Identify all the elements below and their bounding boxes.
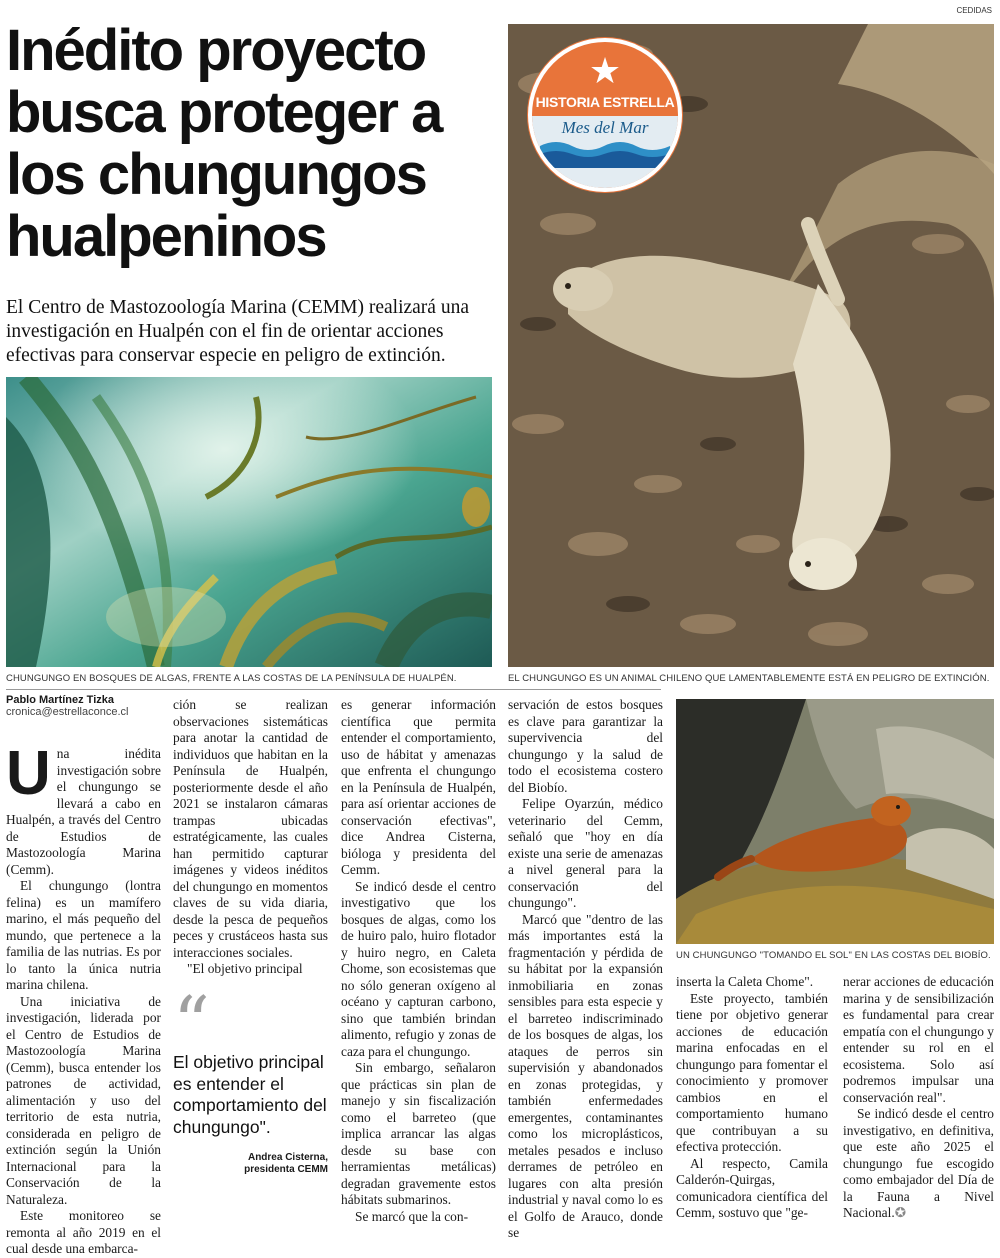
- quote-author: [173, 1152, 328, 1176]
- paragraph: [843, 1106, 994, 1222]
- paragraph: Se indicó desde el centro investigativo que los bosques de algas, como los de huiro palo, huiro flotador y huiro negro, en Caleta Chome, son ecosistemas que no sólo generan oxígeno al océano y capturan carbono, sino que también brindan alimento, refugio y zonas de caza para el chungungo.: [341, 878, 496, 1059]
- badge-title: HISTORIA ESTRELLA: [535, 94, 675, 110]
- pull-quote: [173, 981, 328, 1176]
- article-column-1: [6, 739, 161, 1258]
- article-column-4: [508, 697, 663, 1242]
- article-column-5: [676, 974, 828, 1222]
- paragraph: nerar acciones de educación marina y de sensibilización es fundamental para crear empatía con el chungungo y entender su rol en el ecosistema. Solo así podremos impulsar una conservación real".: [843, 974, 994, 1105]
- paragraph: servación de estos bosques es clave para garantizar la supervivencia del chungungo y la salud de todo el ecosistema costero del Biobío.: [508, 697, 663, 795]
- quote-mark-icon: “: [173, 981, 210, 1065]
- drop-cap: U: [6, 739, 51, 808]
- waves-icon: [540, 138, 670, 168]
- sun-otter-caption: UN CHUNGUNGO "TOMANDO EL SOL" EN LAS COSTAS DEL BIOBÍO.: [676, 950, 991, 961]
- byline: [6, 694, 166, 718]
- article-column-6: [843, 974, 994, 1222]
- quote-text: El objetivo principal es entender el comportamiento del chungungo".: [173, 1052, 327, 1137]
- star-icon: ★: [588, 51, 622, 91]
- paragraph: Una iniciativa de investigación, liderada por el Centro de Estudios de Mastozoología Marina (Cemm), busca entender los patrones de actividad, alimentación y uso del territorio de esta nutria, considerada en peligro de extinción según la Unión Internacional para la Conservación de la Naturaleza.: [6, 993, 161, 1207]
- article-column-3: [341, 697, 496, 1225]
- end-mark-icon: ✪: [894, 1205, 906, 1220]
- headline: Inédito proyecto busca proteger a los chungungos hualpeninos: [6, 18, 442, 269]
- badge-subtitle: Mes del Mar: [561, 118, 649, 137]
- paragraph: inserta la Caleta Chome".: [676, 974, 814, 989]
- subhead: El Centro de Mastozoología Marina (CEMM) realizará una investigación en Hualpén con el fin de orientar acciones efectivas para conservar especie en peligro de extinción.: [6, 297, 469, 366]
- paragraph: [6, 739, 161, 878]
- paragraph: Se marcó que la con-: [355, 1208, 469, 1224]
- algae-caption: CHUNGUNGO EN BOSQUES DE ALGAS, FRENTE A LAS COSTAS DE LA PENÍNSULA DE HUALPÉN.: [6, 673, 457, 684]
- article-column-2: [173, 697, 328, 978]
- paragraph-text: na inédita investigación sobre el chungungo se llevará a cabo en Hualpén, a través del Centro de Estudios de Mastozoología Marina (Cemm).: [6, 746, 161, 877]
- historia-estrella-badge: [528, 38, 682, 192]
- author-name: Pablo Martínez Tizka: [6, 694, 114, 706]
- paragraph: El chungungo (lontra felina) es un mamífero marino, el más pequeño del mundo, que pertenece a la familia de las nutrias. Es por lo tanto la única nutria marina chilena.: [6, 878, 161, 992]
- sun-otter-photo: [676, 699, 994, 944]
- algae-photo: [6, 377, 492, 667]
- paragraph: "El objetivo principal: [187, 961, 303, 976]
- paragraph: Sin embargo, señalaron que prácticas sin plan de manejo y sin fiscalización como el barreteo (que implica arrancar las algas desde su base con herramientas metálicas) degradan gravemente estos hábitats submarinos.: [341, 1060, 496, 1207]
- paragraph: Marcó que "dentro de las más importantes está la fragmentación y pérdida de su hábitat por la expansión inmobiliaria en zonas sensibles para esta especie y el barreteo indiscriminado de los bosques de algas, los ataques de perros sin supervisión y abandonados en zonas protegidas, y también enfermedades emergentes, contaminantes como los microplásticos, metales pesados e incluso derrames de petróleo en lugares con alta presión industrial y naval como lo es el Golfo de Arauco, donde se: [508, 911, 663, 1240]
- quote-author-name: Andrea Cisterna,: [247, 1152, 328, 1163]
- paragraph-text: Se indicó desde el centro investigativo, en definitiva, que este año 2025 el chungungo fue escogido como embajador del Día de la Fauna a Nivel Nacional.: [843, 1106, 994, 1220]
- sun-otter-illustration: [676, 699, 994, 944]
- paragraph: Este monitoreo se remonta al año 2019 en el cual desde una embarca-: [6, 1208, 161, 1256]
- divider: [6, 689, 661, 690]
- paragraph: Al respecto, Camila Calderón-Quirgas, comunicadora científica del Cemm, sostuvo que "ge-: [676, 1155, 828, 1220]
- paragraph: es generar información científica que permita entender el comportamiento, uso de hábitat y amenazas que enfrenta el chungungo en la Península de Hualpén, para así orientar acciones de conservación efectivas", dice Andrea Cisterna, bióloga y presidenta del Cemm.: [341, 697, 496, 877]
- photo-credit: CEDIDAS: [956, 6, 992, 15]
- paragraph: Felipe Oyarzún, médico veterinario del Cemm, señaló que "hoy en día existe una serie de amenazas a nivel general para la conservación del chungungo".: [508, 796, 663, 910]
- author-email: cronica@estrellaconce.cl: [6, 706, 129, 718]
- paragraph: ción se realizan observaciones sistemáticas para anotar la cantidad de individuos que habitan en la Península de Hualpén, posteriormente desde el año 2021 se instalaron cámaras trampas ubicadas estratégicamente, las cuales han permitido capturar imágenes y videos inéditos del chungungo en momentos claves de su vida diaria, desde la pesca de pequeños peces y crustáceos hasta sus interacciones sociales.: [173, 697, 328, 960]
- quote-author-role: presidenta CEMM: [244, 1164, 328, 1175]
- algae-illustration: [6, 377, 492, 667]
- otter-caption: EL CHUNGUNGO ES UN ANIMAL CHILENO QUE LAMENTABLEMENTE ESTÁ EN PELIGRO DE EXTINCIÓN.: [508, 673, 990, 684]
- paragraph: Este proyecto, también tiene por objetivo generar acciones de educación marina enfocadas en el chungungo para fomentar el conocimiento y promover cambios en el comportamiento humano que contribuyan a su efectiva protección.: [676, 990, 828, 1154]
